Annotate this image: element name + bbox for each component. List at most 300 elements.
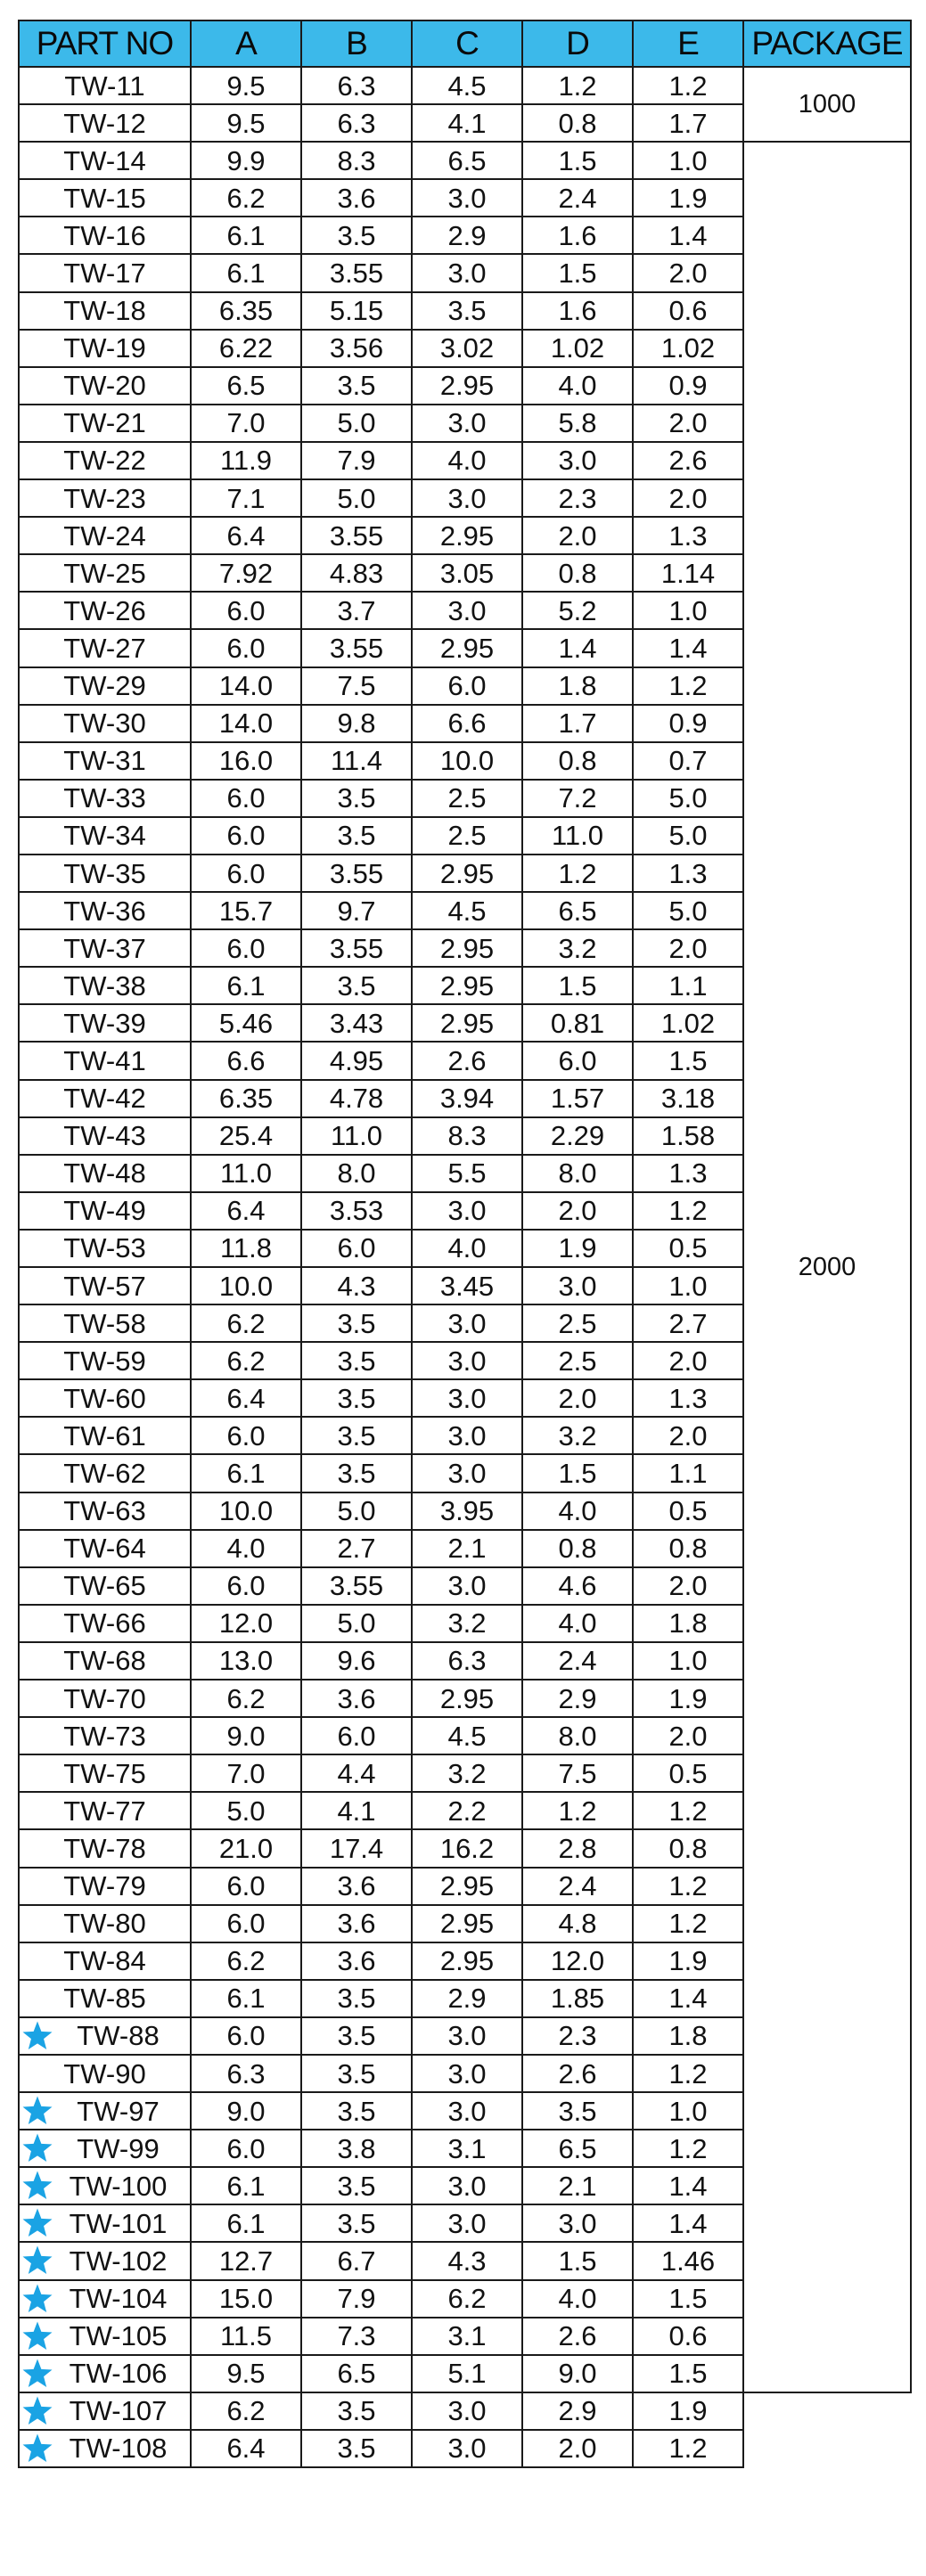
part-no-text: TW-38	[63, 969, 146, 1002]
dim-e-cell: 0.8	[633, 1530, 743, 1567]
dim-c-cell: 4.5	[412, 1717, 522, 1754]
dim-b-cell: 4.83	[301, 554, 412, 592]
part-no-cell	[19, 1454, 191, 1492]
dim-e-cell: 1.3	[633, 1379, 743, 1417]
part-no-text: TW-22	[63, 445, 146, 477]
dim-b-cell: 4.1	[301, 1792, 412, 1829]
dim-b-cell: 3.5	[301, 1980, 412, 2017]
part-no-text: TW-79	[63, 1870, 146, 1902]
dim-a-cell: 6.5	[191, 367, 301, 405]
dim-c-cell: 3.5	[412, 292, 522, 330]
part-no-cell	[19, 2242, 191, 2279]
part-no-cell	[19, 929, 191, 967]
dim-e-cell: 1.2	[633, 2130, 743, 2167]
star-icon	[21, 2095, 53, 2127]
dim-e-cell: 1.4	[633, 2204, 743, 2242]
part-no-cell	[19, 142, 191, 179]
header-package: PACKAGE	[743, 20, 911, 67]
dim-a-cell: 14.0	[191, 667, 301, 705]
part-no-text: TW-33	[63, 782, 146, 814]
part-no-cell	[19, 1868, 191, 1905]
dim-e-cell: 1.2	[633, 2430, 743, 2467]
dim-a-cell: 14.0	[191, 705, 301, 742]
part-no-text: TW-77	[63, 1795, 146, 1827]
dim-b-cell: 3.6	[301, 1868, 412, 1905]
dim-c-cell: 6.2	[412, 2280, 522, 2318]
dim-b-cell: 3.8	[301, 2130, 412, 2167]
dim-c-cell: 3.0	[412, 405, 522, 442]
dim-c-cell: 3.45	[412, 1267, 522, 1304]
part-no-cell	[19, 1267, 191, 1304]
dim-e-cell: 1.2	[633, 1868, 743, 1905]
dim-d-cell: 2.6	[522, 2318, 633, 2355]
dim-b-cell: 7.9	[301, 442, 412, 479]
dim-a-cell: 7.0	[191, 405, 301, 442]
dim-d-cell: 2.4	[522, 1642, 633, 1680]
dim-b-cell: 6.7	[301, 2242, 412, 2279]
part-no-text: TW-42	[63, 1083, 146, 1115]
dim-a-cell: 9.0	[191, 1717, 301, 1754]
part-spec-table	[18, 20, 912, 2468]
dim-b-cell: 6.0	[301, 1717, 412, 1754]
dim-d-cell: 3.2	[522, 929, 633, 967]
part-no-cell	[19, 2167, 191, 2204]
dim-c-cell: 6.0	[412, 667, 522, 705]
dim-c-cell: 3.0	[412, 254, 522, 291]
part-no-text: TW-35	[63, 857, 146, 889]
part-no-text: TW-106	[69, 2358, 168, 2390]
table-row	[19, 142, 911, 179]
part-no-cell	[19, 2204, 191, 2242]
part-no-text: TW-63	[63, 1495, 146, 1527]
dim-b-cell: 9.7	[301, 892, 412, 929]
part-no-cell	[19, 892, 191, 929]
dim-e-cell: 2.0	[633, 929, 743, 967]
dim-c-cell: 3.1	[412, 2318, 522, 2355]
part-no-text: TW-20	[63, 370, 146, 402]
dim-c-cell: 2.6	[412, 1042, 522, 1079]
dim-a-cell: 12.0	[191, 1605, 301, 1642]
dim-e-cell: 1.3	[633, 517, 743, 554]
dim-a-cell: 6.22	[191, 330, 301, 367]
dim-c-cell: 3.0	[412, 1454, 522, 1492]
dim-a-cell: 9.0	[191, 2092, 301, 2130]
part-no-cell	[19, 1004, 191, 1042]
dim-c-cell: 3.2	[412, 1605, 522, 1642]
part-no-cell	[19, 292, 191, 330]
dim-d-cell: 2.1	[522, 2167, 633, 2204]
dim-c-cell: 16.2	[412, 1829, 522, 1867]
dim-a-cell: 6.0	[191, 1868, 301, 1905]
dim-a-cell: 6.1	[191, 1980, 301, 2017]
dim-e-cell: 1.2	[633, 67, 743, 104]
dim-a-cell: 6.4	[191, 1379, 301, 1417]
star-icon	[21, 2207, 53, 2239]
star-icon	[21, 2283, 53, 2315]
part-no-text: TW-17	[63, 258, 146, 290]
dim-b-cell: 3.7	[301, 592, 412, 629]
dim-b-cell: 3.55	[301, 629, 412, 666]
dim-c-cell: 6.5	[412, 142, 522, 179]
part-no-cell	[19, 742, 191, 780]
dim-b-cell: 5.0	[301, 1492, 412, 1530]
dim-c-cell: 3.0	[412, 479, 522, 517]
dim-d-cell: 9.0	[522, 2355, 633, 2392]
dim-a-cell: 6.1	[191, 2204, 301, 2242]
dim-e-cell: 0.5	[633, 1492, 743, 1530]
dim-a-cell: 6.4	[191, 2430, 301, 2467]
part-no-text: TW-97	[77, 2095, 160, 2127]
dim-d-cell: 2.5	[522, 1342, 633, 1379]
part-no-text: TW-48	[63, 1157, 146, 1190]
dim-e-cell: 1.0	[633, 592, 743, 629]
part-no-text: TW-59	[63, 1345, 146, 1377]
dim-c-cell: 3.0	[412, 2167, 522, 2204]
dim-a-cell: 12.7	[191, 2242, 301, 2279]
part-no-text: TW-64	[63, 1533, 146, 1565]
dim-d-cell: 2.0	[522, 1379, 633, 1417]
dim-e-cell: 1.4	[633, 629, 743, 666]
dim-e-cell: 1.2	[633, 2055, 743, 2092]
dim-a-cell: 13.0	[191, 1642, 301, 1680]
dim-d-cell: 2.4	[522, 179, 633, 217]
dim-b-cell: 3.55	[301, 855, 412, 892]
dim-a-cell: 6.1	[191, 2167, 301, 2204]
dim-a-cell: 6.4	[191, 1192, 301, 1230]
dim-b-cell: 3.53	[301, 1192, 412, 1230]
part-no-cell	[19, 1304, 191, 1342]
dim-e-cell: 0.6	[633, 2318, 743, 2355]
part-no-cell	[19, 1230, 191, 1267]
dim-c-cell: 2.5	[412, 817, 522, 855]
table-row	[19, 67, 911, 104]
dim-b-cell: 3.6	[301, 1942, 412, 1980]
part-no-cell	[19, 1417, 191, 1454]
dim-e-cell: 1.1	[633, 1454, 743, 1492]
dim-c-cell: 3.0	[412, 2055, 522, 2092]
part-no-text: TW-75	[63, 1757, 146, 1789]
dim-e-cell: 0.9	[633, 705, 743, 742]
dim-d-cell: 1.2	[522, 855, 633, 892]
dim-c-cell: 2.95	[412, 1868, 522, 1905]
dim-c-cell: 3.0	[412, 2017, 522, 2055]
dim-e-cell: 0.5	[633, 1754, 743, 1792]
dim-b-cell: 17.4	[301, 1829, 412, 1867]
part-no-cell	[19, 1342, 191, 1379]
dim-a-cell: 6.1	[191, 1454, 301, 1492]
dim-c-cell: 2.95	[412, 367, 522, 405]
dim-d-cell: 0.8	[522, 554, 633, 592]
dim-d-cell: 6.0	[522, 1042, 633, 1079]
dim-e-cell: 1.2	[633, 1192, 743, 1230]
part-no-cell	[19, 1605, 191, 1642]
dim-d-cell: 3.0	[522, 442, 633, 479]
dim-a-cell: 11.0	[191, 1155, 301, 1192]
part-no-cell	[19, 104, 191, 142]
dim-c-cell: 2.95	[412, 1004, 522, 1042]
part-no-text: TW-61	[63, 1419, 146, 1452]
dim-e-cell: 5.0	[633, 817, 743, 855]
dim-b-cell: 3.5	[301, 1342, 412, 1379]
dim-b-cell: 8.3	[301, 142, 412, 179]
dim-a-cell: 6.2	[191, 179, 301, 217]
part-no-cell	[19, 1642, 191, 1680]
part-no-cell	[19, 2055, 191, 2092]
dim-e-cell: 1.0	[633, 142, 743, 179]
part-no-cell	[19, 705, 191, 742]
dim-e-cell: 0.7	[633, 742, 743, 780]
dim-d-cell: 1.8	[522, 667, 633, 705]
dim-e-cell: 1.8	[633, 2017, 743, 2055]
dim-b-cell: 6.0	[301, 1230, 412, 1267]
part-no-cell	[19, 330, 191, 367]
dim-b-cell: 4.3	[301, 1267, 412, 1304]
package-cell: 2000	[743, 142, 911, 2392]
part-no-cell	[19, 517, 191, 554]
star-icon	[21, 2433, 53, 2465]
header-b: B	[301, 20, 412, 67]
dim-d-cell: 1.2	[522, 67, 633, 104]
dim-c-cell: 2.95	[412, 855, 522, 892]
dim-b-cell: 3.5	[301, 1454, 412, 1492]
dim-c-cell: 3.95	[412, 1492, 522, 1530]
dim-a-cell: 6.0	[191, 780, 301, 817]
part-no-text: TW-15	[63, 182, 146, 214]
part-no-cell	[19, 67, 191, 104]
dim-e-cell: 1.5	[633, 2355, 743, 2392]
dim-c-cell: 5.1	[412, 2355, 522, 2392]
dim-d-cell: 1.6	[522, 217, 633, 254]
part-no-cell	[19, 1829, 191, 1867]
star-icon	[21, 2245, 53, 2277]
dim-b-cell: 3.5	[301, 1304, 412, 1342]
dim-c-cell: 6.3	[412, 1642, 522, 1680]
part-no-cell	[19, 967, 191, 1004]
part-no-cell	[19, 667, 191, 705]
dim-c-cell: 2.2	[412, 1792, 522, 1829]
part-no-cell	[19, 1792, 191, 1829]
dim-c-cell: 3.0	[412, 1567, 522, 1605]
part-no-cell	[19, 179, 191, 217]
dim-a-cell: 9.5	[191, 104, 301, 142]
dim-a-cell: 6.2	[191, 1304, 301, 1342]
part-no-cell	[19, 1117, 191, 1155]
dim-b-cell: 3.5	[301, 2055, 412, 2092]
part-no-text: TW-37	[63, 932, 146, 964]
part-no-cell	[19, 217, 191, 254]
part-no-text: TW-24	[63, 519, 146, 552]
dim-e-cell: 0.8	[633, 1829, 743, 1867]
dim-b-cell: 3.5	[301, 2017, 412, 2055]
part-no-cell	[19, 1192, 191, 1230]
dim-c-cell: 3.0	[412, 2392, 522, 2430]
dim-e-cell: 1.0	[633, 2092, 743, 2130]
dim-a-cell: 16.0	[191, 742, 301, 780]
part-no-text: TW-73	[63, 1720, 146, 1752]
part-no-text: TW-84	[63, 1945, 146, 1977]
dim-c-cell: 3.1	[412, 2130, 522, 2167]
part-no-cell	[19, 1492, 191, 1530]
part-no-text: TW-102	[69, 2245, 168, 2277]
dim-d-cell: 4.8	[522, 1905, 633, 1942]
dim-a-cell: 6.4	[191, 517, 301, 554]
dim-b-cell: 3.5	[301, 817, 412, 855]
dim-d-cell: 1.6	[522, 292, 633, 330]
part-no-cell	[19, 405, 191, 442]
dim-b-cell: 3.55	[301, 1567, 412, 1605]
dim-b-cell: 9.8	[301, 705, 412, 742]
dim-d-cell: 3.0	[522, 1267, 633, 1304]
part-no-text: TW-57	[63, 1270, 146, 1302]
part-no-text: TW-60	[63, 1382, 146, 1414]
star-icon	[21, 2358, 53, 2390]
dim-b-cell: 5.0	[301, 405, 412, 442]
dim-c-cell: 3.2	[412, 1754, 522, 1792]
dim-e-cell: 1.5	[633, 2280, 743, 2318]
dim-e-cell: 2.0	[633, 479, 743, 517]
dim-c-cell: 3.0	[412, 2204, 522, 2242]
dim-d-cell: 0.8	[522, 742, 633, 780]
dim-e-cell: 0.5	[633, 1230, 743, 1267]
part-no-cell	[19, 1567, 191, 1605]
part-no-text: TW-62	[63, 1458, 146, 1490]
dim-b-cell: 3.6	[301, 1680, 412, 1717]
dim-b-cell: 3.55	[301, 929, 412, 967]
dim-e-cell: 1.0	[633, 1267, 743, 1304]
dim-c-cell: 3.0	[412, 1342, 522, 1379]
dim-a-cell: 6.0	[191, 2130, 301, 2167]
dim-a-cell: 11.5	[191, 2318, 301, 2355]
dim-d-cell: 4.0	[522, 1492, 633, 1530]
header-e: E	[633, 20, 743, 67]
part-no-cell	[19, 1754, 191, 1792]
dim-b-cell: 7.5	[301, 667, 412, 705]
part-no-cell	[19, 1905, 191, 1942]
part-no-text: TW-12	[63, 107, 146, 139]
dim-c-cell: 8.3	[412, 1117, 522, 1155]
dim-b-cell: 7.3	[301, 2318, 412, 2355]
dim-e-cell: 5.0	[633, 780, 743, 817]
dim-d-cell: 1.4	[522, 629, 633, 666]
dim-c-cell: 3.0	[412, 1192, 522, 1230]
dim-d-cell: 1.5	[522, 1454, 633, 1492]
star-icon	[21, 2395, 53, 2427]
dim-c-cell: 4.0	[412, 442, 522, 479]
dim-d-cell: 4.0	[522, 367, 633, 405]
dim-d-cell: 1.57	[522, 1080, 633, 1117]
dim-a-cell: 6.2	[191, 1342, 301, 1379]
part-no-cell	[19, 2355, 191, 2392]
dim-e-cell: 1.02	[633, 1004, 743, 1042]
dim-b-cell: 8.0	[301, 1155, 412, 1192]
dim-b-cell: 9.6	[301, 1642, 412, 1680]
dim-c-cell: 2.5	[412, 780, 522, 817]
part-no-cell	[19, 1530, 191, 1567]
dim-d-cell: 7.2	[522, 780, 633, 817]
dim-d-cell: 4.0	[522, 2280, 633, 2318]
part-no-cell	[19, 780, 191, 817]
dim-a-cell: 6.1	[191, 254, 301, 291]
dim-b-cell: 11.4	[301, 742, 412, 780]
dim-e-cell: 1.2	[633, 1792, 743, 1829]
dim-b-cell: 6.3	[301, 67, 412, 104]
dim-a-cell: 21.0	[191, 1829, 301, 1867]
part-no-cell	[19, 554, 191, 592]
dim-e-cell: 1.9	[633, 1680, 743, 1717]
dim-a-cell: 6.0	[191, 2017, 301, 2055]
dim-d-cell: 3.5	[522, 2092, 633, 2130]
dim-b-cell: 3.5	[301, 2092, 412, 2130]
part-no-text: TW-19	[63, 332, 146, 364]
part-no-cell	[19, 2017, 191, 2055]
dim-c-cell: 2.95	[412, 629, 522, 666]
dim-e-cell: 1.02	[633, 330, 743, 367]
dim-a-cell: 6.2	[191, 1942, 301, 1980]
dim-a-cell: 9.5	[191, 67, 301, 104]
dim-d-cell: 11.0	[522, 817, 633, 855]
dim-a-cell: 6.35	[191, 292, 301, 330]
part-no-cell	[19, 592, 191, 629]
dim-d-cell: 5.8	[522, 405, 633, 442]
dim-c-cell: 3.0	[412, 179, 522, 217]
dim-b-cell: 3.5	[301, 967, 412, 1004]
dim-a-cell: 6.0	[191, 592, 301, 629]
part-no-text: TW-90	[63, 2057, 146, 2089]
dim-c-cell: 4.5	[412, 67, 522, 104]
dim-e-cell: 2.0	[633, 1567, 743, 1605]
part-no-text: TW-29	[63, 670, 146, 702]
dim-d-cell: 0.8	[522, 104, 633, 142]
dim-a-cell: 6.2	[191, 2392, 301, 2430]
dim-a-cell: 6.3	[191, 2055, 301, 2092]
dim-e-cell: 1.2	[633, 1905, 743, 1942]
dim-d-cell: 2.3	[522, 2017, 633, 2055]
dim-d-cell: 2.5	[522, 1304, 633, 1342]
dim-d-cell: 1.7	[522, 705, 633, 742]
dim-a-cell: 10.0	[191, 1267, 301, 1304]
dim-d-cell: 2.0	[522, 517, 633, 554]
dim-e-cell: 1.5	[633, 1042, 743, 1079]
part-no-text: TW-43	[63, 1120, 146, 1152]
dim-c-cell: 4.5	[412, 892, 522, 929]
dim-a-cell: 6.1	[191, 217, 301, 254]
part-no-text: TW-31	[63, 745, 146, 777]
dim-c-cell: 10.0	[412, 742, 522, 780]
dim-b-cell: 3.5	[301, 217, 412, 254]
dim-d-cell: 3.2	[522, 1417, 633, 1454]
dim-c-cell: 2.95	[412, 517, 522, 554]
dim-e-cell: 1.1	[633, 967, 743, 1004]
dim-e-cell: 2.0	[633, 1417, 743, 1454]
dim-b-cell: 4.78	[301, 1080, 412, 1117]
dim-a-cell: 6.2	[191, 1680, 301, 1717]
part-no-text: TW-70	[63, 1682, 146, 1714]
package-cell: 1000	[743, 67, 911, 142]
part-no-text: TW-25	[63, 557, 146, 589]
part-no-cell	[19, 2392, 191, 2430]
dim-d-cell: 1.5	[522, 142, 633, 179]
table-row	[19, 2430, 911, 2467]
part-no-text: TW-34	[63, 820, 146, 852]
dim-b-cell: 2.7	[301, 1530, 412, 1567]
part-no-text: TW-85	[63, 1983, 146, 2015]
part-no-text: TW-39	[63, 1007, 146, 1039]
dim-c-cell: 3.0	[412, 2430, 522, 2467]
dim-d-cell: 2.4	[522, 1868, 633, 1905]
dim-d-cell: 2.3	[522, 479, 633, 517]
dim-c-cell: 4.1	[412, 104, 522, 142]
dim-d-cell: 3.0	[522, 2204, 633, 2242]
